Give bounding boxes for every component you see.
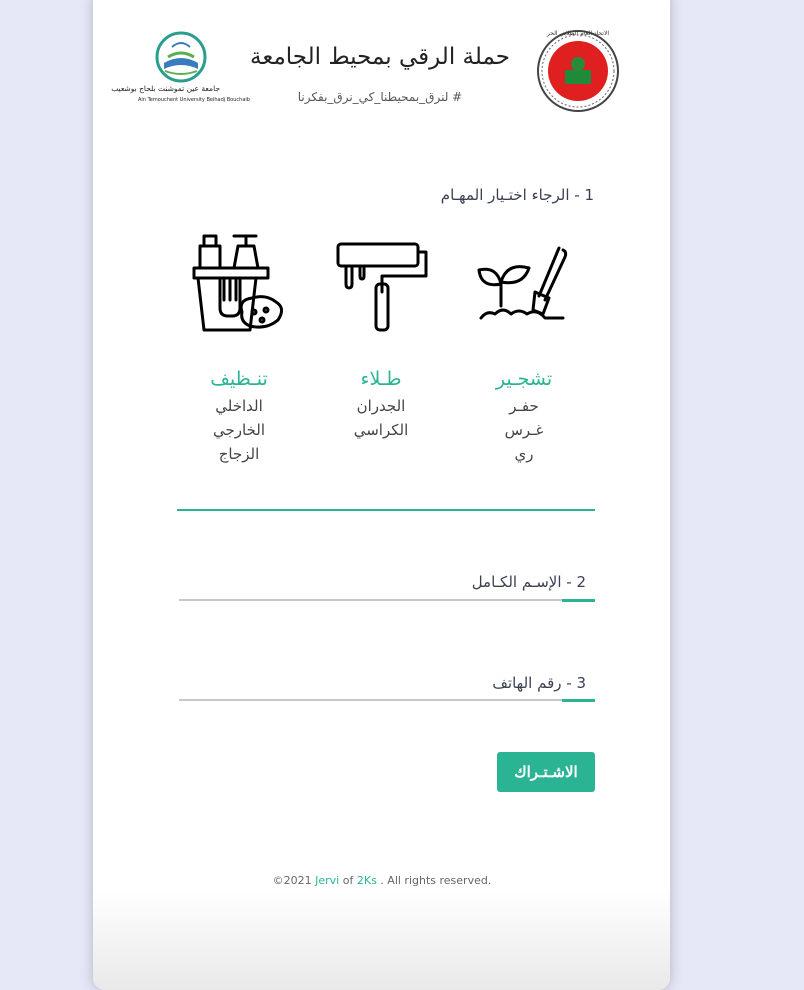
phone-input[interactable]: [179, 667, 595, 701]
footer-prefix: ©2021: [272, 874, 316, 887]
paint-roller-icon[interactable]: [332, 240, 432, 336]
section-divider: [177, 509, 595, 511]
form-card: [93, 0, 670, 990]
task-item: الجدران: [356, 397, 406, 415]
phone-focus-accent: [562, 699, 595, 702]
author-link[interactable]: Jervi: [315, 874, 340, 887]
task-cleaning[interactable]: [179, 368, 299, 466]
footer-suffix: . All rights reserved.: [376, 874, 492, 887]
task-item: حفـر: [509, 397, 539, 415]
phone-underline: [179, 699, 595, 701]
full-name-label: 2 - الإسـم الكـامل: [471, 573, 586, 591]
task-item: الداخلي: [215, 397, 263, 415]
task-item: غـرس: [504, 421, 544, 439]
full-name-underline: [179, 599, 595, 601]
subscribe-button[interactable]: الاشـتـراك: [497, 752, 595, 792]
footer-copyright: [180, 874, 584, 887]
task-painting[interactable]: [321, 368, 441, 442]
footer-mid: of: [339, 874, 357, 887]
page-title: حملة الرقي بمحيط الجامعة: [250, 44, 510, 70]
university-logo-caption-en: Ain Temouchent University Belhadj Bouchaib: [138, 97, 250, 103]
tasks-question-label: 1 - الرجاء اختـيار المهـام: [440, 186, 594, 204]
student-union-logo: [535, 28, 621, 114]
cleaning-supplies-icon[interactable]: [190, 232, 290, 340]
planting-icon[interactable]: [475, 244, 571, 328]
task-planting[interactable]: [464, 368, 584, 466]
task-title: تشجـير: [495, 368, 553, 390]
phone-label: 3 - رقم الهاتف: [492, 674, 586, 692]
task-item: ري: [514, 445, 534, 463]
task-item: الزجاج: [218, 445, 260, 463]
task-title: تنـظيف: [210, 368, 268, 390]
campaign-hashtag: # لنرق_بمحيطنا_كي_نرق_بفكرنا: [297, 90, 463, 104]
full-name-input[interactable]: [179, 566, 595, 600]
university-logo-caption-ar: جامعة عين تموشنت بلحاج بوشعيب: [111, 84, 220, 93]
org-link[interactable]: 2Ks: [356, 874, 377, 887]
full-name-focus-accent: [562, 599, 595, 602]
task-item: الخارجي: [212, 421, 265, 439]
task-title: طـلاء: [360, 368, 402, 390]
task-item: الكراسي: [353, 421, 409, 439]
student-union-logo-caption: الاتحاد العام الطلابي الحر: [546, 30, 610, 37]
